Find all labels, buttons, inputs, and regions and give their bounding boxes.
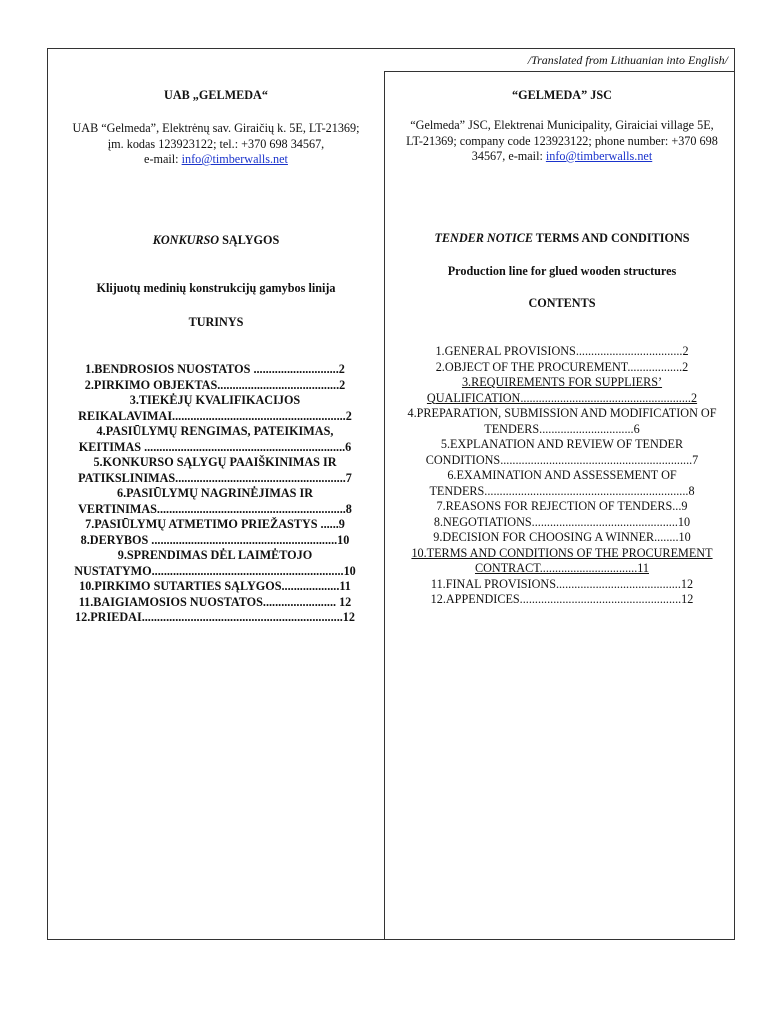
- right-contents-title: CONTENTS: [528, 296, 596, 310]
- toc-entry[interactable]: PATIKSLINIMAS........................................................7: [78, 470, 352, 485]
- toc-entry[interactable]: NUSTATYMO...............................................................10: [74, 563, 356, 578]
- left-address-line-2: įm. kodas 123923122; tel.: +370 698 34567,: [107, 136, 325, 151]
- toc-entry[interactable]: TENDERS...............................6: [484, 421, 640, 436]
- left-address-line-1: UAB “Gelmeda”, Elektrėnų sav. Giraičių k. 5E, LT-21369;: [72, 121, 360, 135]
- toc-entry[interactable]: 1.GENERAL PROVISIONS...................................2: [435, 344, 689, 358]
- right-tender-rest: TERMS AND CONDITIONS: [532, 231, 690, 245]
- toc-entry[interactable]: 4.PREPARATION, SUBMISSION AND MODIFICATION OF: [407, 406, 717, 420]
- toc-entry[interactable]: 5.KONKURSO SĄLYGŲ PAAIŠKINIMAS IR: [93, 455, 337, 469]
- toc-entry[interactable]: TENDERS...................................................................8: [429, 483, 695, 498]
- toc-entry[interactable]: 12.PRIEDAI..................................................................12: [75, 610, 355, 624]
- right-email-link[interactable]: info@timberwalls.net: [545, 149, 653, 163]
- toc-entry[interactable]: 2.OBJECT OF THE PROCUREMENT..................2: [435, 359, 689, 374]
- toc-entry[interactable]: CONTRACT................................11: [474, 561, 649, 575]
- header-rule: [384, 71, 735, 72]
- translation-note: /Translated from Lithuanian into English/: [527, 53, 728, 67]
- toc-entry[interactable]: VERTINIMAS..............................................................8: [78, 501, 352, 516]
- toc-entry[interactable]: 10.TERMS AND CONDITIONS OF THE PROCUREMENT: [411, 545, 713, 560]
- toc-entry[interactable]: REIKALAVIMAI.........................................................2: [78, 408, 352, 423]
- toc-entry[interactable]: 8.NEGOTIATIONS................................................10: [433, 514, 691, 529]
- toc-entry[interactable]: 1.BENDROSIOS NUOSTATOS ............................2: [85, 362, 345, 376]
- right-address-line-3: 34567, e-mail:: [471, 149, 546, 163]
- right-company-title: “GELMEDA” JSC: [512, 88, 612, 102]
- right-address-line-2: LT-21369; company code 123923122; phone number: +370 698: [406, 133, 718, 148]
- left-address-block: [56, 121, 376, 168]
- right-email-line: [392, 149, 732, 165]
- right-address-block: [392, 118, 732, 165]
- left-tender-heading: [56, 233, 376, 249]
- toc-entry[interactable]: 11.BAIGIAMOSIOS NUOSTATOS........................ 12: [78, 594, 352, 609]
- column-divider: [384, 71, 385, 940]
- right-tender-heading: [392, 231, 732, 247]
- right-address-line-1: “Gelmeda” JSC, Elektrenai Municipality, Giraiciai village 5E,: [410, 118, 714, 132]
- left-subject: Klijuotų medinių konstrukcijų gamybos linija: [96, 281, 336, 295]
- toc-entry[interactable]: CONDITIONS...............................................................7: [425, 452, 699, 467]
- toc-entry[interactable]: 7.REASONS FOR REJECTION OF TENDERS...9: [436, 499, 688, 513]
- toc-entry[interactable]: 12.APPENDICES.....................................................12: [430, 592, 694, 606]
- toc-entry[interactable]: 9.DECISION FOR CHOOSING A WINNER........10: [433, 530, 691, 544]
- left-tender-rest: SĄLYGOS: [219, 233, 280, 247]
- toc-entry[interactable]: 9.SPRENDIMAS DĖL LAIMĖTOJO: [117, 548, 313, 562]
- left-contents-title: TURINYS: [188, 315, 244, 329]
- left-email-prefix: e-mail:: [144, 152, 182, 166]
- toc-entry[interactable]: 4.PASIŪLYMŲ RENGIMAS, PATEIKIMAS,: [96, 424, 334, 438]
- toc-entry[interactable]: 6.EXAMINATION AND ASSESSEMENT OF: [447, 468, 677, 482]
- toc-entry[interactable]: 7.PASIŪLYMŲ ATMETIMO PRIEŽASTYS ......9: [85, 517, 345, 531]
- toc-entry[interactable]: 8.DERYBOS .............................................................10: [80, 532, 350, 547]
- left-toc: [62, 362, 368, 626]
- right-tender-word: TENDER NOTICE: [434, 231, 533, 245]
- toc-entry[interactable]: 2.PIRKIMO OBJEKTAS........................................2: [84, 377, 346, 392]
- right-toc: [389, 344, 735, 608]
- toc-entry[interactable]: QUALIFICATION........................................................2: [426, 390, 698, 405]
- toc-entry[interactable]: 3.TIEKĖJŲ KVALIFIKACIJOS: [129, 393, 301, 407]
- toc-entry[interactable]: 3.REQUIREMENTS FOR SUPPLIERS’: [461, 375, 663, 389]
- toc-entry[interactable]: 10.PIRKIMO SUTARTIES SĄLYGOS...................11: [79, 579, 351, 593]
- right-subject: Production line for glued wooden structures: [447, 264, 677, 278]
- left-email-line: [56, 152, 376, 168]
- toc-entry[interactable]: KEITIMAS ..................................................................6: [78, 439, 352, 454]
- left-tender-word: KONKURSO: [152, 233, 220, 247]
- left-company-title: UAB „GELMEDA“: [164, 88, 268, 102]
- toc-entry[interactable]: 5.EXPLANATION AND REVIEW OF TENDER: [440, 437, 684, 451]
- toc-entry[interactable]: 6.PASIŪLYMŲ NAGRINĖJIMAS IR: [116, 486, 314, 500]
- left-email-link[interactable]: info@timberwalls.net: [181, 152, 288, 166]
- toc-entry[interactable]: 11.FINAL PROVISIONS.........................................12: [430, 576, 694, 591]
